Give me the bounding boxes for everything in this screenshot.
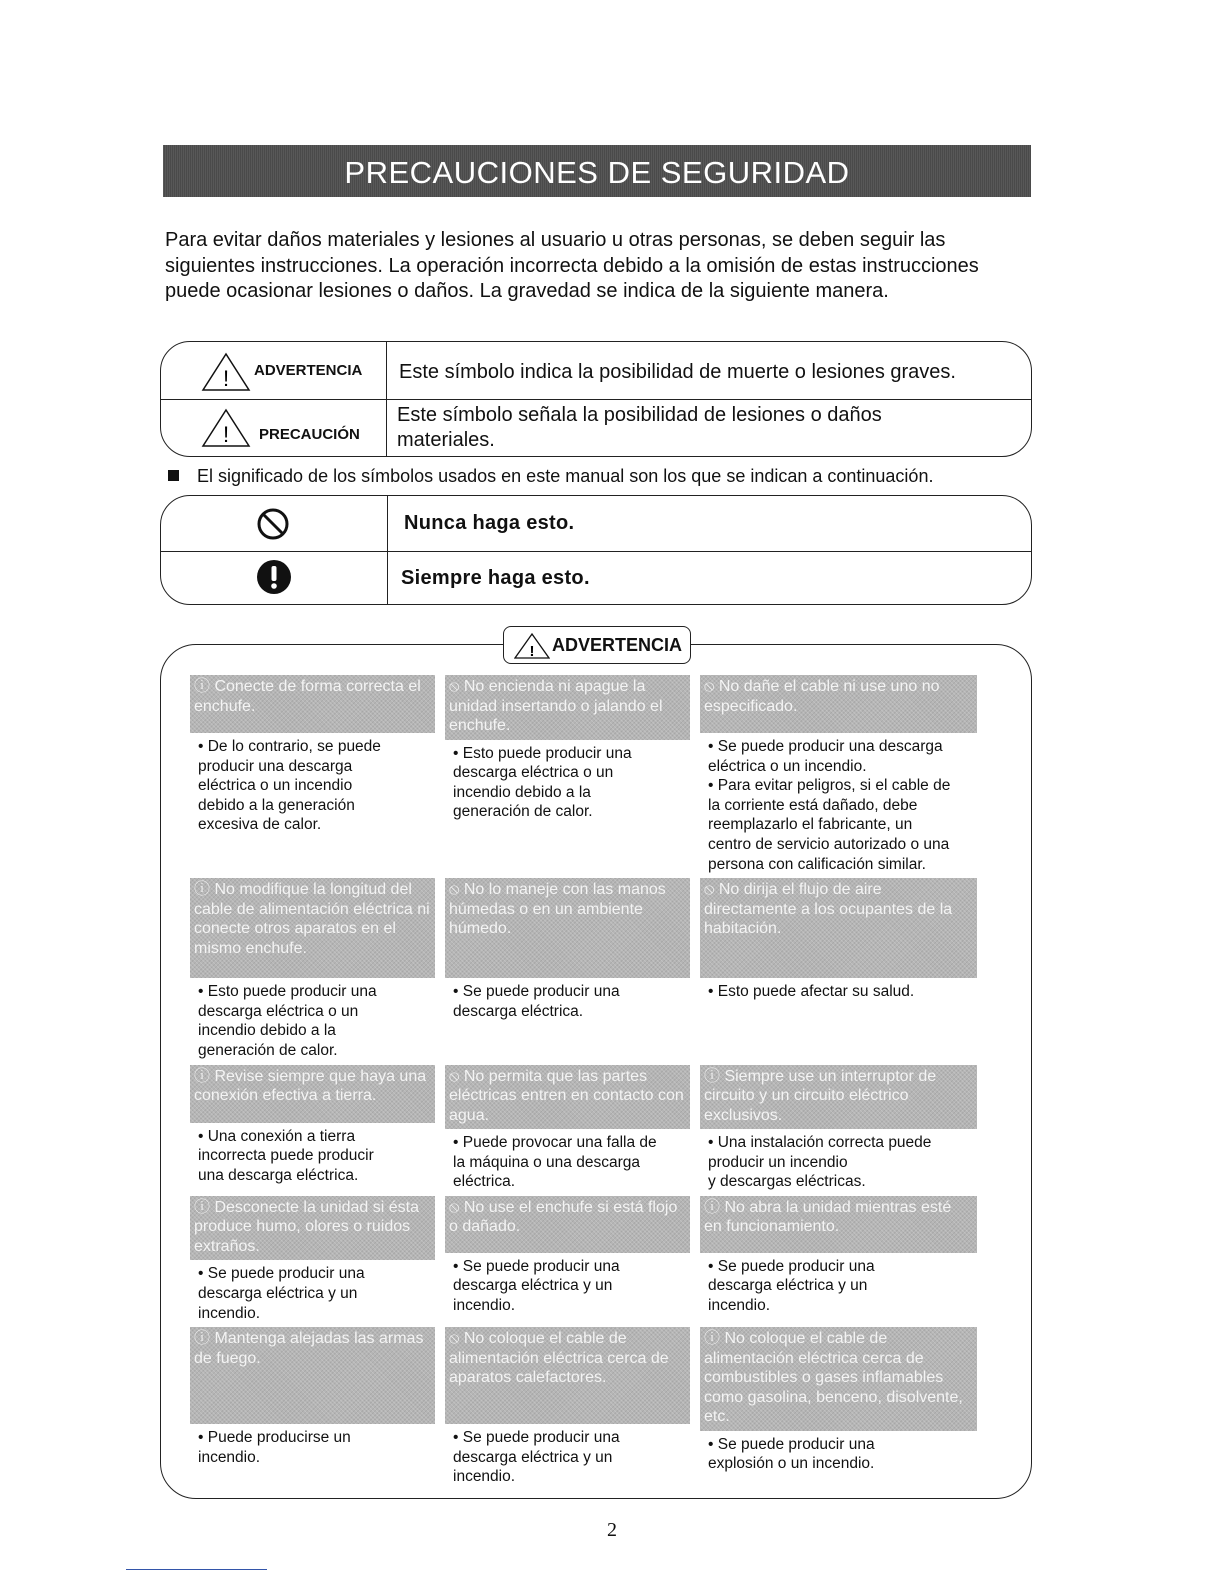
warning-item-heading: ⦸ No dirija el flujo de aire directamente a los ocupantes de la habitación.	[700, 878, 977, 978]
warning-item	[700, 1327, 977, 1474]
warning-item-consequence: • Se puede producir una descarga eléctrica y un incendio.	[453, 1429, 620, 1486]
warning-item	[190, 1327, 435, 1467]
intro-paragraph: Para evitar daños materiales y lesiones al usuario u otras personas, se deben seguir las siguientes instrucciones. La operación incorrecta debido a la omisión de estas instrucciones puede ocasionar lesiones o daños. La gravedad se indica de la siguiente manera.	[165, 229, 979, 302]
warning-item-heading: ⦸ No dañe el cable ni use uno no especificado.	[700, 675, 977, 733]
warning-row	[190, 675, 980, 874]
always-do-text: Siempre haga esto.	[401, 567, 590, 589]
warning-label-text: ADVERTENCIA	[552, 635, 683, 655]
warning-item-heading: ⦸ No encienda ni apague la unidad insertando o jalando el enchufe.	[445, 675, 690, 740]
warning-item-consequence: • Una conexión a tierra incorrecta puede producir una descarga eléctrica.	[198, 1127, 374, 1184]
warning-item-consequence: • Se puede producir una descarga eléctrica o un incendio. • Para evitar peligros, si el cable de la corriente está dañado, debe reemplazarlo el fabricante, un centro de servicio autorizado o una persona con calificación similar.	[708, 738, 951, 873]
precaucion-label: PRECAUCIÓN	[259, 426, 360, 443]
warning-section-label	[503, 626, 691, 664]
svg-text:!: !	[529, 643, 535, 659]
page-number: 2	[607, 1519, 617, 1541]
warning-item-heading: ⓘ Conecte de forma correcta el enchufe.	[190, 675, 435, 733]
warning-item-consequence: • Se puede producir una descarga eléctrica y un incendio.	[198, 1265, 365, 1322]
page-title: PRECAUCIONES DE SEGURIDAD	[163, 145, 1031, 197]
warning-item-consequence: • Se puede producir una explosión o un incendio.	[708, 1435, 875, 1473]
never-do-text: Nunca haga esto.	[404, 512, 575, 534]
svg-text:!: !	[222, 422, 230, 447]
warning-item-heading: ⦸ No permita que las partes eléctricas entren en contacto con agua.	[445, 1065, 690, 1130]
warning-item-heading: ⓘ Siempre use un interruptor de circuito y un circuito eléctrico exclusivos.	[700, 1065, 977, 1130]
mandatory-icon	[256, 559, 292, 595]
warning-item	[700, 1196, 977, 1316]
warning-item	[700, 1065, 977, 1192]
warning-item-consequence: • De lo contrario, se puede producir una descarga eléctrica o un incendio debido a la generación excesiva de calor.	[198, 738, 381, 834]
symbols-note-text: El significado de los símbolos usados en este manual son los que se indican a continuación.	[197, 466, 934, 486]
warning-item-heading: ⓘ No coloque el cable de alimentación eléctrica cerca de combustibles o gases inflamables como gasolina, benceno, disolvente, etc.	[700, 1327, 977, 1431]
prohibited-icon	[256, 507, 290, 541]
severity-legend	[160, 341, 1032, 457]
warning-item-consequence: • Puede producirse un incendio.	[198, 1429, 351, 1466]
warning-item	[190, 1065, 435, 1186]
warning-item-heading: ⦸ No coloque el cable de alimentación eléctrica cerca de aparatos calefactores.	[445, 1327, 690, 1424]
warning-item-consequence: • Una instalación correcta puede producir un incendio y descargas eléctricas.	[708, 1134, 932, 1191]
warning-item-consequence: • Se puede producir una descarga eléctrica y un incendio.	[453, 1257, 620, 1314]
precaucion-desc: Este símbolo señala la posibilidad de lesiones o daños materiales.	[397, 404, 882, 451]
warning-triangle-icon	[514, 633, 550, 659]
advertencia-label: ADVERTENCIA	[254, 362, 363, 379]
warning-item-consequence: • Esto puede producir una descarga eléctrica o un incendio debido a la generación de calor.	[198, 983, 377, 1059]
warning-item-consequence: • Puede provocar una falla de la máquina o una descarga eléctrica.	[453, 1134, 657, 1191]
footer-divider	[126, 1569, 267, 1570]
warning-item	[445, 1327, 690, 1487]
warning-item	[190, 1196, 435, 1323]
svg-text:!: !	[222, 366, 230, 391]
caution-triangle-icon	[201, 408, 251, 448]
warning-item-consequence: • Se puede producir una descarga eléctrica.	[453, 983, 620, 1020]
warning-row	[190, 1327, 980, 1487]
warning-item-consequence: • Se puede producir una descarga eléctrica y un incendio.	[708, 1257, 875, 1314]
warning-item-consequence: • Esto puede producir una descarga eléctrica o un incendio debido a la generación de calor.	[453, 744, 632, 821]
warning-item-heading: ⓘ No abra la unidad mientras esté en funcionamiento.	[700, 1196, 977, 1253]
warning-row	[190, 878, 980, 1060]
warning-grid	[190, 675, 980, 1491]
warning-item	[190, 675, 435, 835]
warning-item	[445, 878, 690, 1021]
warning-item-heading: ⦸ No lo maneje con las manos húmedas o en un ambiente húmedo.	[445, 878, 690, 978]
symbols-legend	[160, 495, 1032, 605]
warning-triangle-icon	[201, 352, 251, 392]
warning-item-heading: ⓘ Revise siempre que haya una conexión efectiva a tierra.	[190, 1065, 435, 1123]
warning-item-heading: ⓘ No modifique la longitud del cable de alimentación eléctrica ni conecte otros aparatos en el mismo enchufe.	[190, 878, 435, 978]
warning-item	[700, 675, 977, 874]
advertencia-desc: Este símbolo indica la posibilidad de muerte o lesiones graves.	[399, 361, 956, 383]
warning-item	[445, 1065, 690, 1192]
symbols-note	[168, 466, 933, 487]
warning-item	[445, 675, 690, 822]
warning-row	[190, 1196, 980, 1323]
warning-item	[700, 878, 977, 1002]
warning-item	[445, 1196, 690, 1316]
warning-item	[190, 878, 435, 1060]
square-bullet-icon	[168, 470, 179, 481]
warning-item-heading: ⓘ Mantenga alejadas las armas de fuego.	[190, 1327, 435, 1424]
warning-item-heading: ⦸ No use el enchufe si está flojo o dañado.	[445, 1196, 690, 1253]
warning-item-consequence: • Esto puede afectar su salud.	[708, 983, 915, 1001]
warning-item-heading: ⓘ Desconecte la unidad si ésta produce humo, olores o ruidos extraños.	[190, 1196, 435, 1261]
warning-row	[190, 1065, 980, 1192]
